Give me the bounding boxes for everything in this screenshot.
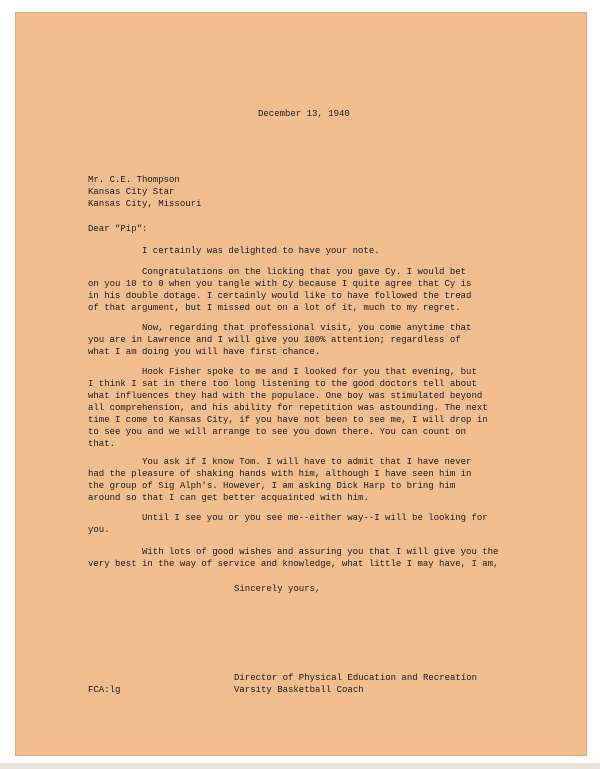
- paragraph-2: [88, 266, 471, 314]
- paragraph-line: I certainly was delighted to have your note.: [142, 246, 380, 256]
- paragraph-1: [142, 245, 380, 257]
- recipient-organization: Kansas City Star: [88, 187, 175, 197]
- paragraph-line: around so that I can get better acquainted with him.: [88, 493, 369, 503]
- paragraph-4: [88, 366, 488, 450]
- paragraph-6: [88, 512, 488, 536]
- paragraph-line: you are in Lawrence and I will give you 100% attention; regardless of: [88, 335, 461, 345]
- paragraph-line: what influences they had with the populace. One boy was stimulated beyond: [88, 391, 483, 401]
- paragraph-line: on you 10 to 0 when you tangle with Cy because I quite agree that Cy is: [88, 279, 472, 289]
- paragraph-line: Hook Fisher spoke to me and I looked for you that evening, but: [142, 367, 477, 377]
- signature-title: Varsity Basketball Coach: [234, 685, 364, 695]
- paragraph-line: to see you and we will arrange to see you down there. You can count on: [88, 427, 467, 437]
- paragraph-line: Now, regarding that professional visit, you come anytime that: [142, 323, 472, 333]
- paragraph-line: that.: [88, 439, 116, 449]
- signature-block: [234, 672, 477, 696]
- paragraph-line: Until I see you or you see me--either way--I will be looking for: [142, 513, 488, 523]
- paragraph-line: of that argument, but I missed out on a lot of it, much to my regret.: [88, 303, 461, 313]
- recipient-city: Kansas City, Missouri: [88, 199, 202, 209]
- paragraph-3: [88, 322, 471, 358]
- closing: Sincerely yours,: [234, 584, 321, 594]
- letter-date: December 13, 1940: [258, 109, 350, 119]
- paragraph-line: With lots of good wishes and assuring you that I will give you the: [142, 547, 499, 557]
- paragraph-line: in his double dotage. I certainly would like to have followed the tread: [88, 291, 472, 301]
- typist-initials: FCA:lg: [88, 685, 121, 695]
- recipient-address: [88, 174, 201, 210]
- paragraph-line: I think I sat in there too long listening to the good doctors tell about: [88, 379, 477, 389]
- paragraph-line: You ask if I know Tom. I will have to admit that I have never: [142, 457, 472, 467]
- paragraph-line: you.: [88, 525, 110, 535]
- paragraph-7: [88, 546, 498, 570]
- scan-edge-strip: [0, 763, 600, 769]
- paragraph-line: Congratulations on the licking that you gave Cy. I would bet: [142, 267, 467, 277]
- paragraph-5: [88, 456, 471, 504]
- paragraph-line: time I come to Kansas City, if you have not been to see me, I will drop in: [88, 415, 488, 425]
- paragraph-line: the group of Sig Alph's. However, I am asking Dick Harp to bring him: [88, 481, 456, 491]
- paragraph-line: very best in the way of service and knowledge, what little I may have, I am,: [88, 559, 499, 569]
- salutation: Dear "Pip":: [88, 224, 148, 234]
- paragraph-line: had the pleasure of shaking hands with him, although I have seen him in: [88, 469, 472, 479]
- paragraph-line: all comprehension, and his ability for repetition was astounding. The next: [88, 403, 488, 413]
- paragraph-line: what I am doing you will have first chance.: [88, 347, 321, 357]
- recipient-name: Mr. C.E. Thompson: [88, 175, 180, 185]
- signature-title: Director of Physical Education and Recreation: [234, 673, 478, 683]
